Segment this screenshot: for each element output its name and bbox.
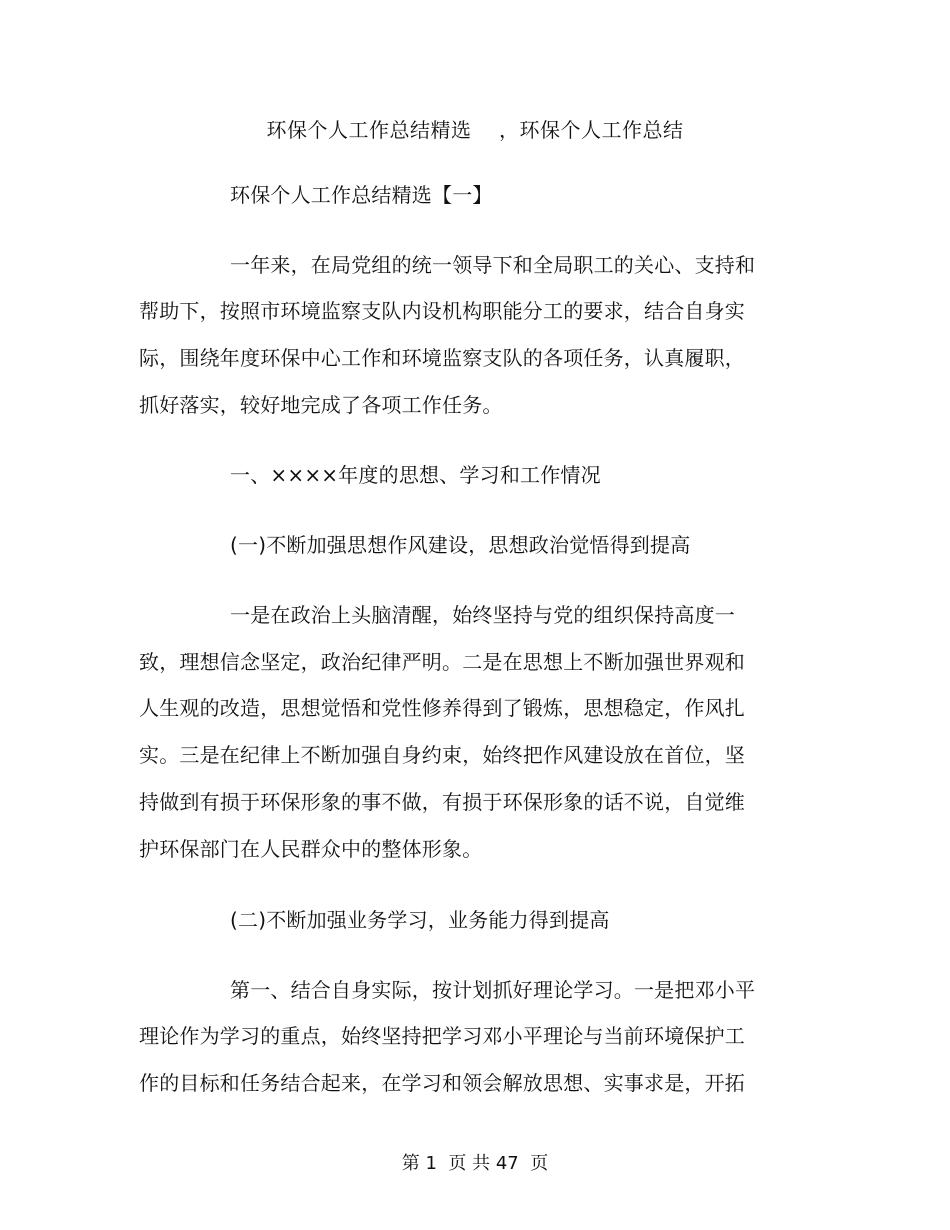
page-number-footer: 第 1 页 共 47 页 — [401, 1153, 549, 1174]
paragraph-3-line-2: 理论作为学习的重点，始终坚持把学习邓小平理论与当前环境保护工 — [139, 1024, 745, 1048]
paragraph-1-line-1: 一年来，在局党组的统一领导下和全局职工的关心、支持和 — [230, 253, 756, 277]
paragraph-2-line-1: 一是在政治上头脑清醒，始终坚持与党的组织保持高度一 — [230, 603, 735, 627]
paragraph-1-line-3: 际，围绕年度环保中心工作和环境监察支队的各项任务，认真履职， — [139, 346, 745, 370]
paragraph-2-line-3: 人生观的改造，思想觉悟和党性修养得到了锻炼，思想稳定，作风扎 — [139, 696, 745, 720]
document-title: 环保个人工作总结精选 ，环保个人工作总结 — [266, 118, 684, 142]
subheading-one: (一)不断加强思想作风建设，思想政治觉悟得到提高 — [230, 533, 691, 557]
paragraph-1-line-2: 帮助下，按照市环境监察支队内设机构职能分工的要求，结合自身实 — [139, 299, 745, 323]
paragraph-3-line-3: 作的目标和任务结合起来，在学习和领会解放思想、实事求是，开拓 — [139, 1071, 745, 1095]
paragraph-2-line-6: 护环保部门在人民群众中的整体形象。 — [139, 837, 483, 861]
paragraph-2-line-4: 实。三是在纪律上不断加强自身约束，始终把作风建设放在首位，坚 — [139, 743, 745, 767]
section-heading: 环保个人工作总结精选【一】 — [230, 183, 493, 207]
paragraph-1-line-4: 抓好落实，较好地完成了各项工作任务。 — [139, 393, 503, 417]
paragraph-3-line-1: 第一、结合自身实际，按计划抓好理论学习。一是把邓小平 — [230, 978, 756, 1002]
heading-part-one: 一、××××年度的思想、学习和工作情况 — [230, 463, 601, 487]
paragraph-2-line-2: 致，理想信念坚定，政治纪律严明。二是在思想上不断加强世界观和 — [139, 650, 745, 674]
paragraph-2-line-5: 持做到有损于环保形象的事不做，有损于环保形象的话不说，自觉维 — [139, 790, 745, 814]
subheading-two: (二)不断加强业务学习，业务能力得到提高 — [230, 908, 610, 932]
